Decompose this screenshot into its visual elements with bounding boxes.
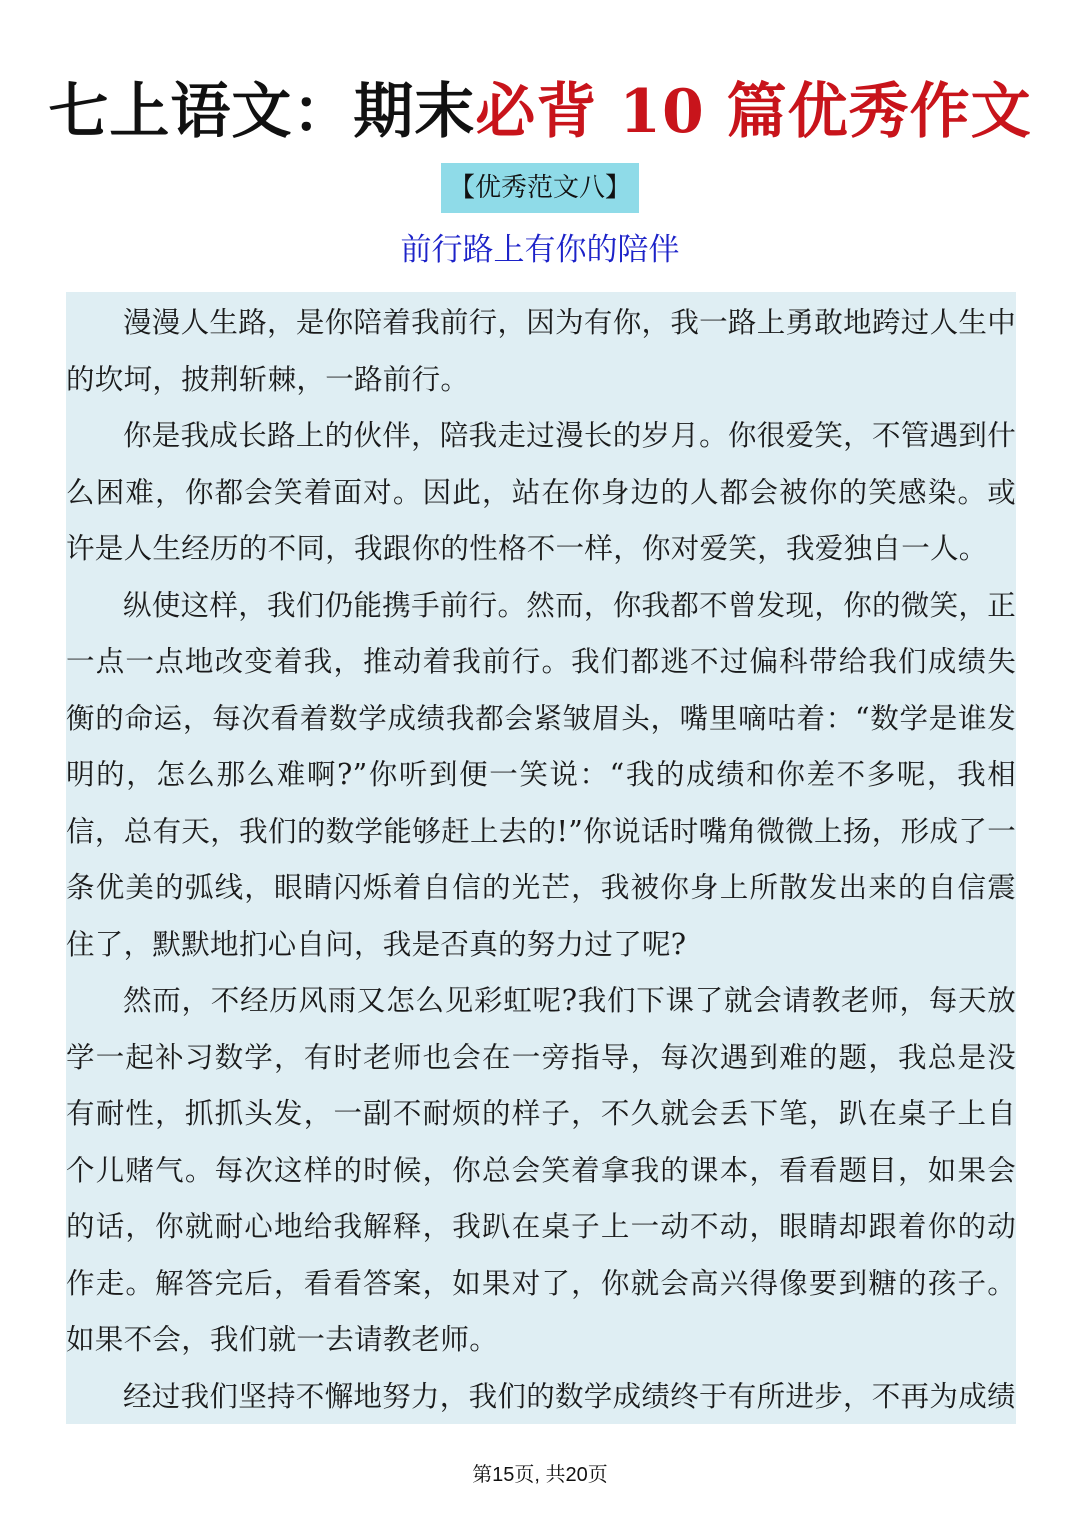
page-title-black-part: 七上语文：期末 [48,77,476,147]
page-number: 第15页, 共20页 [472,1464,608,1486]
essay-title: 前行路上有你的陪伴 [400,232,680,268]
paragraph-4: 然而，不经历风雨又怎么见彩虹呢?我们下课了就会请教老师，每天放学一起补习数学，有时老师也会在一旁指导，每次遇到难的题，我总是没有耐性，抓抓头发，一副不耐烦的样子，不久就会丢下笔，趴在桌子上自个儿赌气。每次这样的时候，你总会笑着拿我的课本，看看题目，如果会的话，你就耐心地给我解释，我趴在桌子上一动不动，眼睛却跟着你的动作走。解答完后，看看答案，如果对了，你就会高兴得像要到糖的孩子。如果不会，我们就一去请教老师。 [66,984,1016,1356]
paragraph-5: 经过我们坚持不懈地努力，我们的数学成绩终于有所进步，不再为成绩 [123,1379,1016,1413]
paragraph-3: 纵使这样，我们仍能携手前行。然而，你我都不曾发现，你的微笑，正一点一点地改变着我，推动着我前行。我们都逃不过偏科带给我们成绩失衡的命运，每次看着数学成绩我都会紧皱眉头，嘴里嘀咕着：“数学是谁发明的，怎么那么难啊?”你听到便一笑说：“我的成绩和你差不多呢，我相信，总有天，我们的数学能够赶上去的!”你说话时嘴角微微上扬，形成了一条优美的弧线，眼睛闪烁着自信的光芒，我被你身上所散发出来的自信震住了，默默地扪心自问，我是否真的努力过了呢? [66,588,1016,961]
page-title [0,72,1080,152]
essay-label: 【优秀范文八】 [441,163,639,213]
paragraph-1: 漫漫人生路，是你陪着我前行，因为有你，我一路上勇敢地跨过人生中的坎坷，披荆斩棘，一路前行。 [66,306,1016,396]
essay-body [66,292,1016,1424]
essay-label-wrapper [0,163,1080,213]
paragraph-2: 你是我成长路上的伙伴，陪我走过漫长的岁月。你很爱笑，不管遇到什么困难，你都会笑着面对。因此，站在你身边的人都会被你的笑感染。或许是人生经历的不同，我跟你的性格不一样，你对爱笑，我爱独自一人。 [66,419,1016,565]
page-title-red-part: 必背 10 篇优秀作文 [475,77,1032,147]
